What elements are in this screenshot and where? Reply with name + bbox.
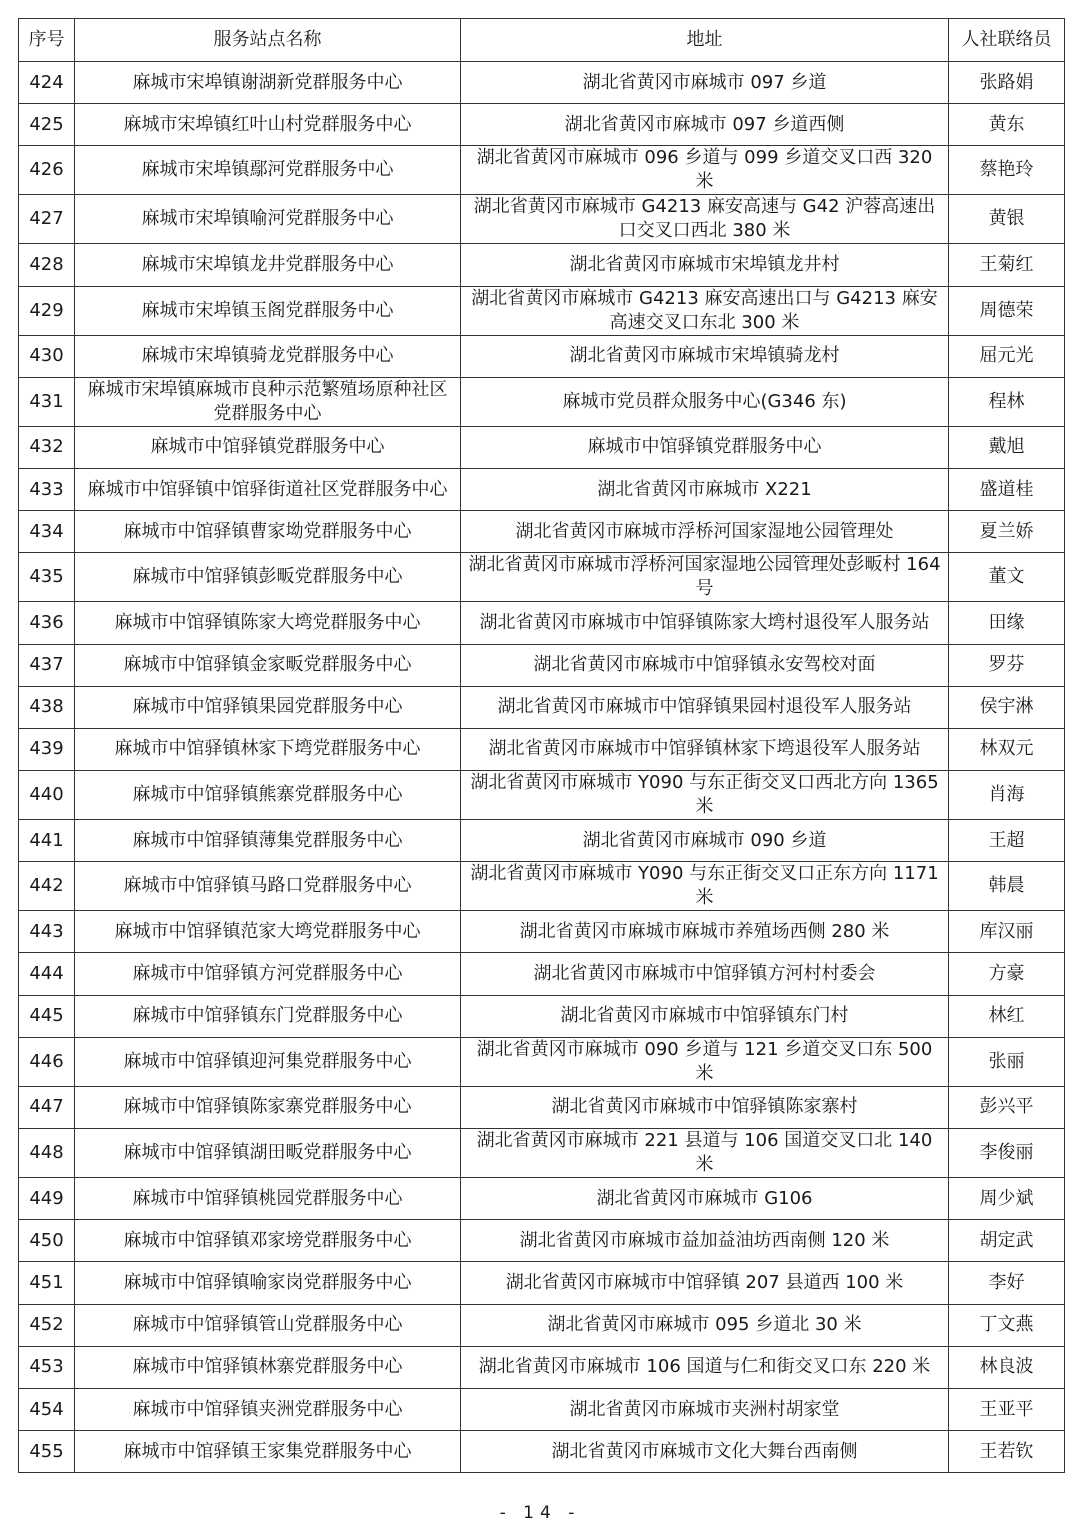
table-row: [19, 104, 1065, 146]
table-row: [19, 1178, 1065, 1220]
cell-address: 湖北省黄冈市麻城市中馆驿镇东门村: [461, 995, 949, 1037]
cell-address: 湖北省黄冈市麻城市浮桥河国家湿地公园管理处: [461, 511, 949, 553]
cell-name: 麻城市中馆驿镇薄集党群服务中心: [75, 820, 461, 862]
cell-no: 425: [19, 104, 75, 146]
cell-address: 湖北省黄冈市麻城市 095 乡道北 30 米: [461, 1304, 949, 1346]
cell-address: 湖北省黄冈市麻城市 097 乡道西侧: [461, 104, 949, 146]
table-row: [19, 602, 1065, 644]
cell-contact: 李好: [949, 1262, 1065, 1304]
cell-address: 湖北省黄冈市麻城市 G4213 麻安高速与 G42 沪蓉高速出口交叉口西北 380 米: [461, 195, 949, 244]
cell-contact: 侯宇淋: [949, 686, 1065, 728]
cell-no: 430: [19, 335, 75, 377]
table-row: [19, 1346, 1065, 1388]
table-row: [19, 62, 1065, 104]
cell-name: 麻城市中馆驿镇湖田畈党群服务中心: [75, 1129, 461, 1178]
table-row: [19, 195, 1065, 244]
cell-contact: 林红: [949, 995, 1065, 1037]
cell-address: 湖北省黄冈市麻城市 Y090 与东正街交叉口正东方向 1171 米: [461, 862, 949, 911]
table-row: [19, 286, 1065, 335]
cell-name: 麻城市中馆驿镇邓家塝党群服务中心: [75, 1220, 461, 1262]
table-row: [19, 862, 1065, 911]
cell-address: 湖北省黄冈市麻城市 090 乡道: [461, 820, 949, 862]
table-row: [19, 1129, 1065, 1178]
cell-address: 湖北省黄冈市麻城市文化大舞台西南侧: [461, 1431, 949, 1473]
cell-address: 湖北省黄冈市麻城市中馆驿镇果园村退役军人服务站: [461, 686, 949, 728]
cell-contact: 李俊丽: [949, 1129, 1065, 1178]
cell-address: 湖北省黄冈市麻城市 G4213 麻安高速出口与 G4213 麻安高速交叉口东北 300 米: [461, 286, 949, 335]
cell-address: 湖北省黄冈市麻城市益加益油坊西南侧 120 米: [461, 1220, 949, 1262]
table-row: [19, 1304, 1065, 1346]
cell-contact: 肖海: [949, 771, 1065, 820]
cell-name: 麻城市中馆驿镇王家集党群服务中心: [75, 1431, 461, 1473]
cell-name: 麻城市中馆驿镇彭畈党群服务中心: [75, 553, 461, 602]
cell-name: 麻城市中馆驿镇管山党群服务中心: [75, 1304, 461, 1346]
cell-contact: 夏兰娇: [949, 511, 1065, 553]
cell-name: 麻城市中馆驿镇党群服务中心: [75, 426, 461, 468]
cell-name: 麻城市中馆驿镇喻家岗党群服务中心: [75, 1262, 461, 1304]
cell-address: 湖北省黄冈市麻城市中馆驿镇林家下塆退役军人服务站: [461, 728, 949, 770]
cell-no: 451: [19, 1262, 75, 1304]
table-row: [19, 728, 1065, 770]
service-station-table: [18, 18, 1065, 1473]
cell-address: 湖北省黄冈市麻城市中馆驿镇 207 县道西 100 米: [461, 1262, 949, 1304]
cell-name: 麻城市宋埠镇骑龙党群服务中心: [75, 335, 461, 377]
cell-contact: 王菊红: [949, 244, 1065, 286]
table-row: [19, 995, 1065, 1037]
cell-no: 429: [19, 286, 75, 335]
table-row: [19, 1262, 1065, 1304]
cell-contact: 彭兴平: [949, 1086, 1065, 1128]
cell-name: 麻城市中馆驿镇曹家坳党群服务中心: [75, 511, 461, 553]
cell-contact: 王亚平: [949, 1388, 1065, 1430]
cell-address: 麻城市党员群众服务中心(G346 东): [461, 377, 949, 426]
cell-contact: 盛道桂: [949, 468, 1065, 510]
cell-no: 443: [19, 911, 75, 953]
cell-address: 麻城市中馆驿镇党群服务中心: [461, 426, 949, 468]
cell-name: 麻城市中馆驿镇范家大塆党群服务中心: [75, 911, 461, 953]
cell-contact: 胡定武: [949, 1220, 1065, 1262]
cell-contact: 林良波: [949, 1346, 1065, 1388]
cell-address: 湖北省黄冈市麻城市 090 乡道与 121 乡道交叉口东 500 米: [461, 1037, 949, 1086]
cell-name: 麻城市宋埠镇玉阁党群服务中心: [75, 286, 461, 335]
cell-name: 麻城市中馆驿镇金家畈党群服务中心: [75, 644, 461, 686]
table-row: [19, 377, 1065, 426]
cell-no: 455: [19, 1431, 75, 1473]
cell-name: 麻城市宋埠镇麻城市良种示范繁殖场原种社区党群服务中心: [75, 377, 461, 426]
cell-address: 湖北省黄冈市麻城市中馆驿镇永安驾校对面: [461, 644, 949, 686]
header-contact: 人社联络员: [949, 19, 1065, 62]
cell-contact: 田缘: [949, 602, 1065, 644]
cell-no: 439: [19, 728, 75, 770]
cell-no: 454: [19, 1388, 75, 1430]
table-row: [19, 771, 1065, 820]
cell-contact: 董文: [949, 553, 1065, 602]
cell-address: 湖北省黄冈市麻城市 106 国道与仁和街交叉口东 220 米: [461, 1346, 949, 1388]
cell-name: 麻城市宋埠镇龙井党群服务中心: [75, 244, 461, 286]
cell-no: 424: [19, 62, 75, 104]
cell-contact: 戴旭: [949, 426, 1065, 468]
cell-no: 431: [19, 377, 75, 426]
cell-contact: 丁文燕: [949, 1304, 1065, 1346]
cell-no: 444: [19, 953, 75, 995]
cell-no: 447: [19, 1086, 75, 1128]
cell-address: 湖北省黄冈市麻城市麻城市养殖场西侧 280 米: [461, 911, 949, 953]
cell-contact: 黄银: [949, 195, 1065, 244]
cell-address: 湖北省黄冈市麻城市 096 乡道与 099 乡道交叉口西 320 米: [461, 146, 949, 195]
cell-name: 麻城市中馆驿镇陈家大塆党群服务中心: [75, 602, 461, 644]
cell-contact: 罗芬: [949, 644, 1065, 686]
cell-name: 麻城市中馆驿镇迎河集党群服务中心: [75, 1037, 461, 1086]
table-row: [19, 553, 1065, 602]
cell-address: 湖北省黄冈市麻城市 G106: [461, 1178, 949, 1220]
cell-name: 麻城市中馆驿镇果园党群服务中心: [75, 686, 461, 728]
cell-address: 湖北省黄冈市麻城市 X221: [461, 468, 949, 510]
cell-name: 麻城市中馆驿镇桃园党群服务中心: [75, 1178, 461, 1220]
cell-no: 438: [19, 686, 75, 728]
cell-name: 麻城市宋埠镇谢湖新党群服务中心: [75, 62, 461, 104]
cell-no: 436: [19, 602, 75, 644]
cell-address: 湖北省黄冈市麻城市 221 县道与 106 国道交叉口北 140 米: [461, 1129, 949, 1178]
table-row: [19, 1037, 1065, 1086]
cell-no: 448: [19, 1129, 75, 1178]
cell-no: 441: [19, 820, 75, 862]
cell-contact: 王超: [949, 820, 1065, 862]
cell-name: 麻城市中馆驿镇中馆驿街道社区党群服务中心: [75, 468, 461, 510]
cell-no: 435: [19, 553, 75, 602]
cell-name: 麻城市中馆驿镇熊寨党群服务中心: [75, 771, 461, 820]
cell-address: 湖北省黄冈市麻城市夹洲村胡家堂: [461, 1388, 949, 1430]
cell-contact: 屈元光: [949, 335, 1065, 377]
cell-contact: 库汉丽: [949, 911, 1065, 953]
cell-no: 426: [19, 146, 75, 195]
table-row: [19, 686, 1065, 728]
cell-no: 450: [19, 1220, 75, 1262]
cell-no: 428: [19, 244, 75, 286]
header-address: 地址: [461, 19, 949, 62]
table-row: [19, 820, 1065, 862]
cell-contact: 韩晨: [949, 862, 1065, 911]
cell-address: 湖北省黄冈市麻城市宋埠镇龙井村: [461, 244, 949, 286]
cell-contact: 蔡艳玲: [949, 146, 1065, 195]
cell-no: 427: [19, 195, 75, 244]
cell-name: 麻城市宋埠镇红叶山村党群服务中心: [75, 104, 461, 146]
cell-no: 442: [19, 862, 75, 911]
cell-name: 麻城市宋埠镇喻河党群服务中心: [75, 195, 461, 244]
table-row: [19, 244, 1065, 286]
cell-no: 452: [19, 1304, 75, 1346]
table-row: [19, 911, 1065, 953]
cell-no: 437: [19, 644, 75, 686]
cell-name: 麻城市宋埠镇鄢河党群服务中心: [75, 146, 461, 195]
cell-no: 445: [19, 995, 75, 1037]
cell-no: 433: [19, 468, 75, 510]
table-row: [19, 1388, 1065, 1430]
cell-no: 449: [19, 1178, 75, 1220]
header-name: 服务站点名称: [75, 19, 461, 62]
table-row: [19, 1431, 1065, 1473]
page-number: - 14 -: [499, 1503, 581, 1523]
cell-contact: 黄东: [949, 104, 1065, 146]
cell-address: 湖北省黄冈市麻城市 097 乡道: [461, 62, 949, 104]
cell-contact: 周少斌: [949, 1178, 1065, 1220]
cell-name: 麻城市中馆驿镇马路口党群服务中心: [75, 862, 461, 911]
cell-contact: 张丽: [949, 1037, 1065, 1086]
cell-contact: 程林: [949, 377, 1065, 426]
cell-contact: 方豪: [949, 953, 1065, 995]
table-row: [19, 335, 1065, 377]
table-row: [19, 468, 1065, 510]
cell-name: 麻城市中馆驿镇方河党群服务中心: [75, 953, 461, 995]
cell-no: 440: [19, 771, 75, 820]
cell-name: 麻城市中馆驿镇陈家寨党群服务中心: [75, 1086, 461, 1128]
table-row: [19, 953, 1065, 995]
cell-contact: 张路娟: [949, 62, 1065, 104]
cell-name: 麻城市中馆驿镇夹洲党群服务中心: [75, 1388, 461, 1430]
cell-address: 湖北省黄冈市麻城市中馆驿镇陈家寨村: [461, 1086, 949, 1128]
table-row: [19, 644, 1065, 686]
cell-address: 湖北省黄冈市麻城市中馆驿镇方河村村委会: [461, 953, 949, 995]
cell-contact: 周德荣: [949, 286, 1065, 335]
cell-address: 湖北省黄冈市麻城市中馆驿镇陈家大塆村退役军人服务站: [461, 602, 949, 644]
cell-contact: 林双元: [949, 728, 1065, 770]
cell-address: 湖北省黄冈市麻城市浮桥河国家湿地公园管理处彭畈村 164 号: [461, 553, 949, 602]
table-row: [19, 1220, 1065, 1262]
table-row: [19, 1086, 1065, 1128]
table-header-row: [19, 19, 1065, 62]
cell-no: 446: [19, 1037, 75, 1086]
table-row: [19, 511, 1065, 553]
cell-no: 432: [19, 426, 75, 468]
cell-contact: 王若钦: [949, 1431, 1065, 1473]
cell-name: 麻城市中馆驿镇东门党群服务中心: [75, 995, 461, 1037]
cell-address: 湖北省黄冈市麻城市宋埠镇骑龙村: [461, 335, 949, 377]
cell-no: 453: [19, 1346, 75, 1388]
header-no: 序号: [19, 19, 75, 62]
cell-name: 麻城市中馆驿镇林家下塆党群服务中心: [75, 728, 461, 770]
table-row: [19, 146, 1065, 195]
table-row: [19, 426, 1065, 468]
cell-name: 麻城市中馆驿镇林寨党群服务中心: [75, 1346, 461, 1388]
cell-no: 434: [19, 511, 75, 553]
cell-address: 湖北省黄冈市麻城市 Y090 与东正街交叉口西北方向 1365 米: [461, 771, 949, 820]
